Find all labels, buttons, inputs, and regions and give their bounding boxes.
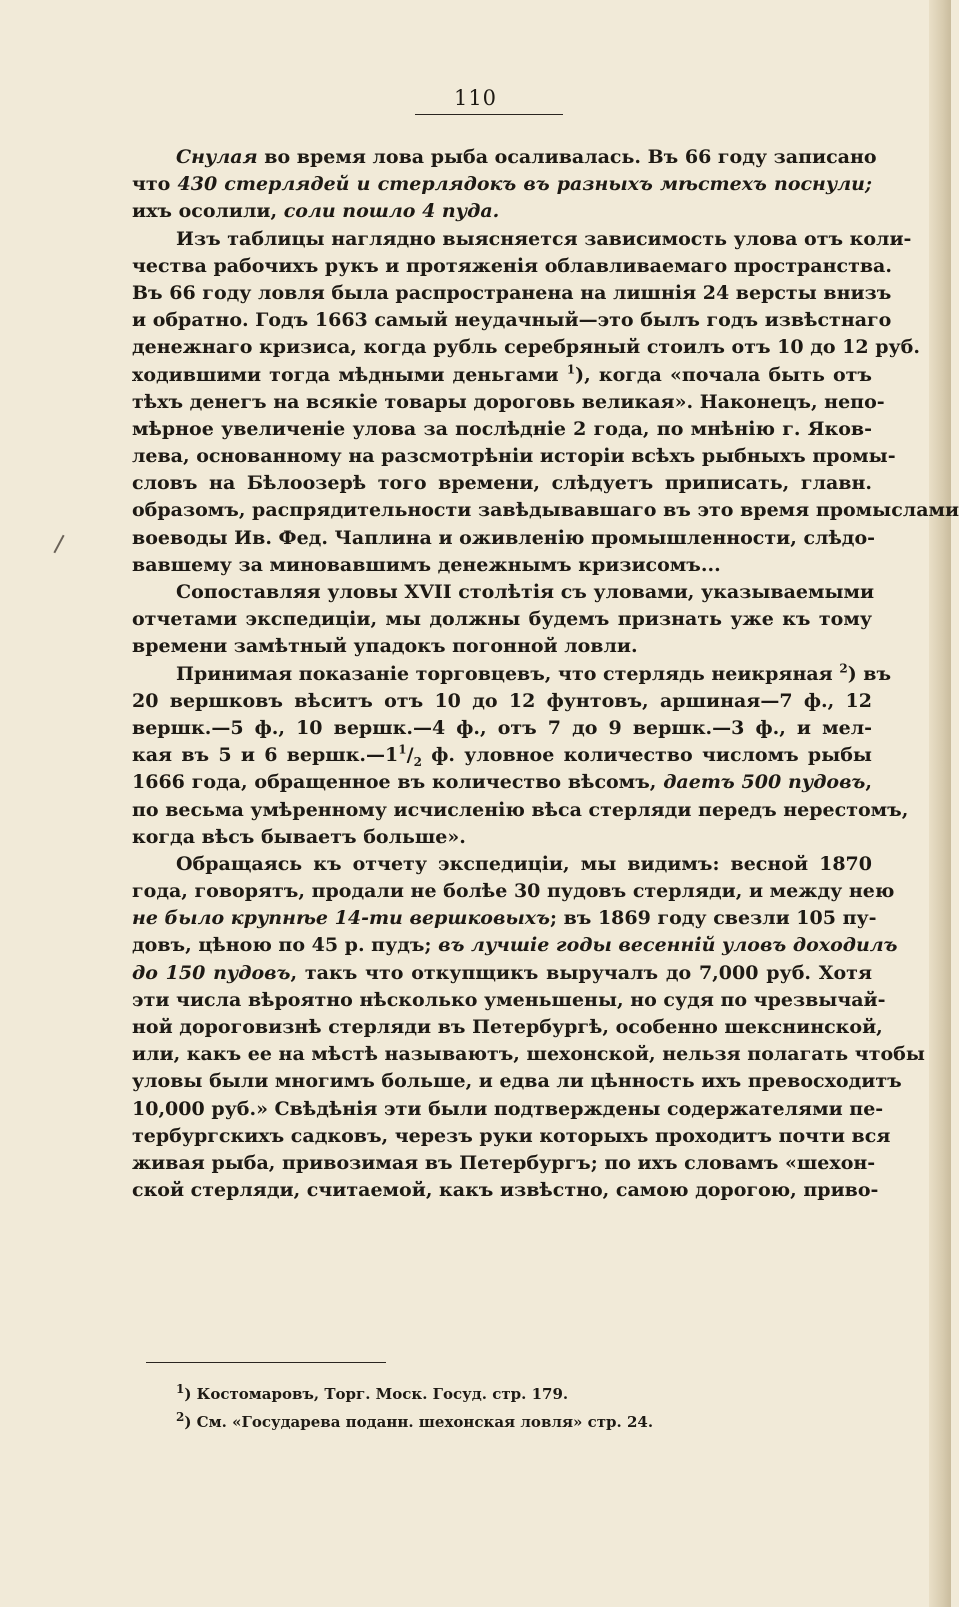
text-run: отчетами экспедиціи, мы должны будемъ признать уже къ тому xyxy=(132,608,872,631)
text-line xyxy=(132,661,892,688)
text-run: Принимая показаніе торговцевъ, что стерлядь неикряная xyxy=(176,662,840,685)
text-run: тербургскихъ садковъ, черезъ руки которыхъ проходитъ почти вся xyxy=(132,1124,891,1147)
text-run: въ лучшіе годы весенній уловъ доходилъ xyxy=(438,934,898,957)
text-run: / xyxy=(406,744,414,767)
text-run: до 150 пудовъ xyxy=(132,961,291,984)
footnote-ref: 1 xyxy=(398,742,407,757)
page-number: 110 xyxy=(453,86,498,110)
footnote-ref: 2 xyxy=(839,661,848,676)
text-run: тѣхъ денегъ на всякіе товары дороговь великая». Наконецъ, непо- xyxy=(132,390,885,413)
text-line xyxy=(132,715,872,742)
text-line xyxy=(132,1068,902,1095)
text-run: во время лова рыба осаливалась. Въ 66 году записано xyxy=(257,146,877,168)
text-run: ), когда «почала быть отъ xyxy=(575,363,872,386)
text-line xyxy=(132,525,876,552)
footnote-mark: 1 xyxy=(176,1382,185,1396)
text-run: даетъ 500 пудовъ xyxy=(663,771,866,794)
text-run: ской стерляди, считаемой, какъ извѣстно, самою дорогою, приво- xyxy=(132,1179,879,1202)
text-line xyxy=(132,144,877,171)
text-line xyxy=(132,253,892,280)
text-run: уловы были многимъ больше, и едва ли цѣнность ихъ превосходитъ xyxy=(132,1070,902,1093)
text-run: или, какъ ее на мѣстѣ называютъ, шехонской, нельзя полагать чтобы xyxy=(132,1043,925,1066)
text-line xyxy=(132,932,898,959)
text-line xyxy=(132,1177,879,1204)
text-line xyxy=(132,987,886,1014)
text-run: , xyxy=(865,771,872,794)
text-run: вершк.—5 ф., 10 вершк.—4 ф., отъ 7 до 9 вершк.—3 ф., и мел- xyxy=(132,716,872,739)
footnote xyxy=(176,1408,816,1436)
text-run: ; въ 1869 году свезли 105 пу- xyxy=(549,907,877,930)
text-line xyxy=(132,688,872,715)
text-run: Изъ таблицы наглядно выясняется зависимость улова отъ коли- xyxy=(176,227,912,250)
text-run: кая въ 5 и 6 вершк.—1 xyxy=(132,744,399,767)
text-line xyxy=(132,1014,883,1041)
text-line xyxy=(132,851,872,878)
text-run: 430 стерлядей и стерлядокъ въ разныхъ мѣстехъ поснули; xyxy=(177,173,873,196)
text-run: образомъ, распрядительности завѣдывавшаго въ это время промыслами xyxy=(132,499,959,522)
text-line xyxy=(132,1123,891,1150)
text-run: ) въ xyxy=(847,662,892,685)
text-line xyxy=(132,742,872,769)
footnote-text: ) Костомаровъ, Торг. Моск. Госуд. стр. 179. xyxy=(184,1385,569,1403)
text-run: ихъ осолили, xyxy=(132,200,284,223)
text-line xyxy=(132,579,875,606)
text-run: 20 вершковъ вѣситъ отъ 10 до 12 фунтовъ, аршиная—7 ф., 12 xyxy=(132,689,872,712)
text-run: словъ на Бѣлоозерѣ того времени, слѣдуетъ приписать, главн. xyxy=(132,472,872,495)
text-run: что xyxy=(132,173,178,196)
text-run: живая рыба, привозимая въ Петербургъ; по ихъ словамъ «шехон- xyxy=(132,1151,876,1174)
text-line xyxy=(132,334,920,361)
text-line xyxy=(132,171,872,198)
text-line xyxy=(132,633,872,660)
text-run: ф. уловное количество числомъ рыбы xyxy=(421,744,872,767)
text-run: и обратно. Годъ 1663 самый неудачный—это былъ годъ извѣстнаго xyxy=(132,309,892,332)
page-edge xyxy=(929,0,951,1607)
text-line xyxy=(132,443,896,470)
text-line xyxy=(132,226,912,253)
margin-mark xyxy=(53,535,64,554)
text-run: мѣрное увеличеніе улова за послѣдніе 2 года, по мнѣнію г. Яков- xyxy=(132,417,872,440)
text-run: воеводы Ив. Фед. Чаплина и оживленію промышленности, слѣдо- xyxy=(132,526,876,549)
text-run: Обращаясь къ отчету экспедиціи, мы видимъ: весной 1870 xyxy=(176,852,872,875)
text-line xyxy=(132,280,892,307)
text-line xyxy=(132,1150,876,1177)
text-run: года, говорятъ, продали не болѣе 30 пудовъ стерляди, и между нею xyxy=(132,880,895,903)
text-line xyxy=(132,878,895,905)
text-run: времени замѣтный упадокъ погонной ловли. xyxy=(132,635,638,658)
footnote-ref: 1 xyxy=(566,362,576,377)
text-run: лева, основанному на разсмотрѣніи исторіи всѣхъ рыбныхъ промы- xyxy=(132,445,896,468)
text-run: , такъ что откупщикъ выручалъ до 7,000 руб. Хотя xyxy=(290,961,872,984)
footnote-rule xyxy=(146,1362,386,1363)
text-run: Снулая xyxy=(176,146,258,168)
text-run: 1666 года, обращенное въ количество вѣсомъ, xyxy=(132,771,664,794)
text-run: довъ, цѣною по 45 р. пудъ; xyxy=(132,934,439,957)
footnote-mark: 2 xyxy=(176,1410,185,1424)
text-run: чества рабочихъ рукъ и протяженія облавливаемаго пространства. xyxy=(132,254,892,277)
text-line xyxy=(132,824,872,851)
footnotes xyxy=(176,1380,816,1436)
text-line xyxy=(132,552,872,579)
text-run: ной дороговизнѣ стерляди въ Петербургѣ, особенно шекснинской, xyxy=(132,1016,883,1038)
text-run: Сопоставляя уловы XVII столѣтія съ уловами, указываемыми xyxy=(176,581,875,603)
text-line xyxy=(132,769,872,796)
text-line xyxy=(132,1041,925,1068)
text-line xyxy=(132,198,872,225)
text-run: соли пошло 4 пуда. xyxy=(283,200,500,223)
footnote xyxy=(176,1380,816,1408)
text-line xyxy=(132,389,885,416)
text-line xyxy=(132,497,959,524)
text-run: денежнаго кризиса, когда рубль серебряный стоилъ отъ 10 до 12 руб. xyxy=(132,336,920,359)
text-line xyxy=(132,797,909,824)
text-run: Въ 66 году ловля была распространена на лишнія 24 версты внизъ xyxy=(132,281,892,304)
text-run: по весьма умѣренному исчисленію вѣса стерляди передъ нерестомъ, xyxy=(132,798,909,821)
text-line xyxy=(132,606,872,633)
text-line xyxy=(132,960,872,987)
text-run: не было крупнѣе 14-ти вершковыхъ xyxy=(132,907,550,930)
text-line xyxy=(132,905,877,932)
subscript: 2 xyxy=(413,754,422,769)
text-run: эти числа вѣроятно нѣсколько уменьшены, но судя по чрезвычай- xyxy=(132,988,886,1011)
text-run: 10,000 руб.» Свѣдѣнія эти были подтверждены содержателями пе- xyxy=(132,1097,884,1120)
text-run: когда вѣсъ бываетъ больше». xyxy=(132,825,466,848)
text-run: ходившими тогда мѣдными деньгами xyxy=(132,363,567,386)
text-line xyxy=(132,416,872,443)
body-text xyxy=(132,144,959,1204)
text-run: вавшему за миновавшимъ денежнымъ кризисомъ... xyxy=(132,553,721,576)
page-number-rule xyxy=(415,114,563,115)
text-line xyxy=(132,470,872,497)
text-line xyxy=(132,307,892,334)
text-line xyxy=(132,362,872,389)
text-line xyxy=(132,1096,884,1123)
footnote-text: ) См. «Государева поданн. шехонская ловля» стр. 24. xyxy=(184,1413,654,1431)
